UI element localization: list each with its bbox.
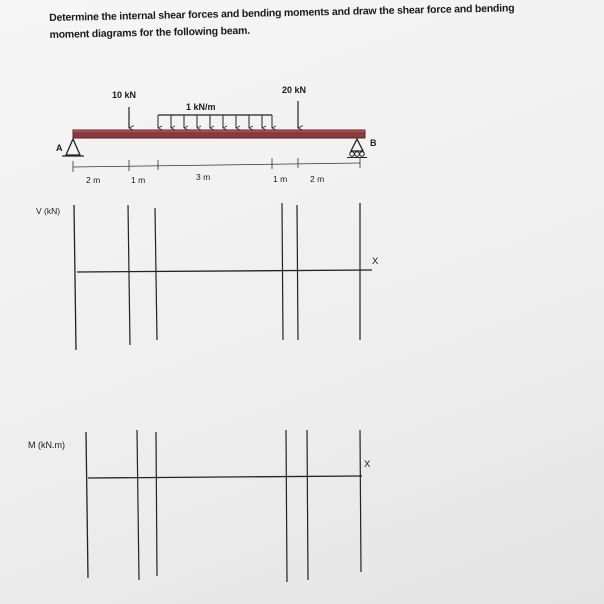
support-b-label: B	[370, 138, 377, 148]
roller-support-b	[347, 139, 367, 158]
moment-guide-line	[137, 430, 139, 580]
problem-line-1: Determine the internal shear forces and bending moments and draw the shear force and bending	[49, 2, 515, 24]
shear-diagram	[74, 203, 372, 350]
moment-x-axis	[88, 476, 362, 478]
moment-axis-label: M (kN.m)	[28, 440, 65, 450]
udl-label: 1 kN/m	[186, 102, 216, 112]
support-a-label: A	[56, 143, 63, 153]
moment-guide-line	[286, 430, 287, 582]
segment-label: 2 m	[86, 175, 101, 185]
moment-x-label: X	[364, 459, 371, 470]
pin-support-a	[62, 139, 84, 156]
moment-guide-line	[307, 430, 308, 580]
shear-x-axis	[77, 270, 372, 272]
segment-label: 2 m	[310, 174, 325, 184]
shear-guide-line	[155, 208, 157, 340]
load-10kn-label: 10 kN	[112, 90, 137, 100]
dimension-line	[73, 157, 360, 172]
segment-label: 1 m	[273, 174, 288, 184]
segment-label: 1 m	[131, 175, 146, 185]
moment-guide-line	[156, 432, 157, 576]
load-20kn-label: 20 kN	[282, 85, 307, 95]
segment-label: 3 m	[196, 172, 211, 182]
shear-x-label: X	[372, 256, 379, 267]
shear-axis-label: V (kN)	[36, 206, 61, 216]
shear-y-axis	[74, 205, 76, 350]
shear-guide-line	[282, 203, 283, 340]
moment-y-axis	[86, 432, 88, 578]
distributed-load	[158, 115, 272, 128]
problem-line-2: moment diagrams for the following beam.	[49, 24, 251, 41]
shear-guide-line	[297, 205, 298, 340]
moment-guide-line	[360, 430, 361, 572]
moment-diagram	[86, 430, 362, 582]
shear-guide-line	[128, 205, 130, 345]
